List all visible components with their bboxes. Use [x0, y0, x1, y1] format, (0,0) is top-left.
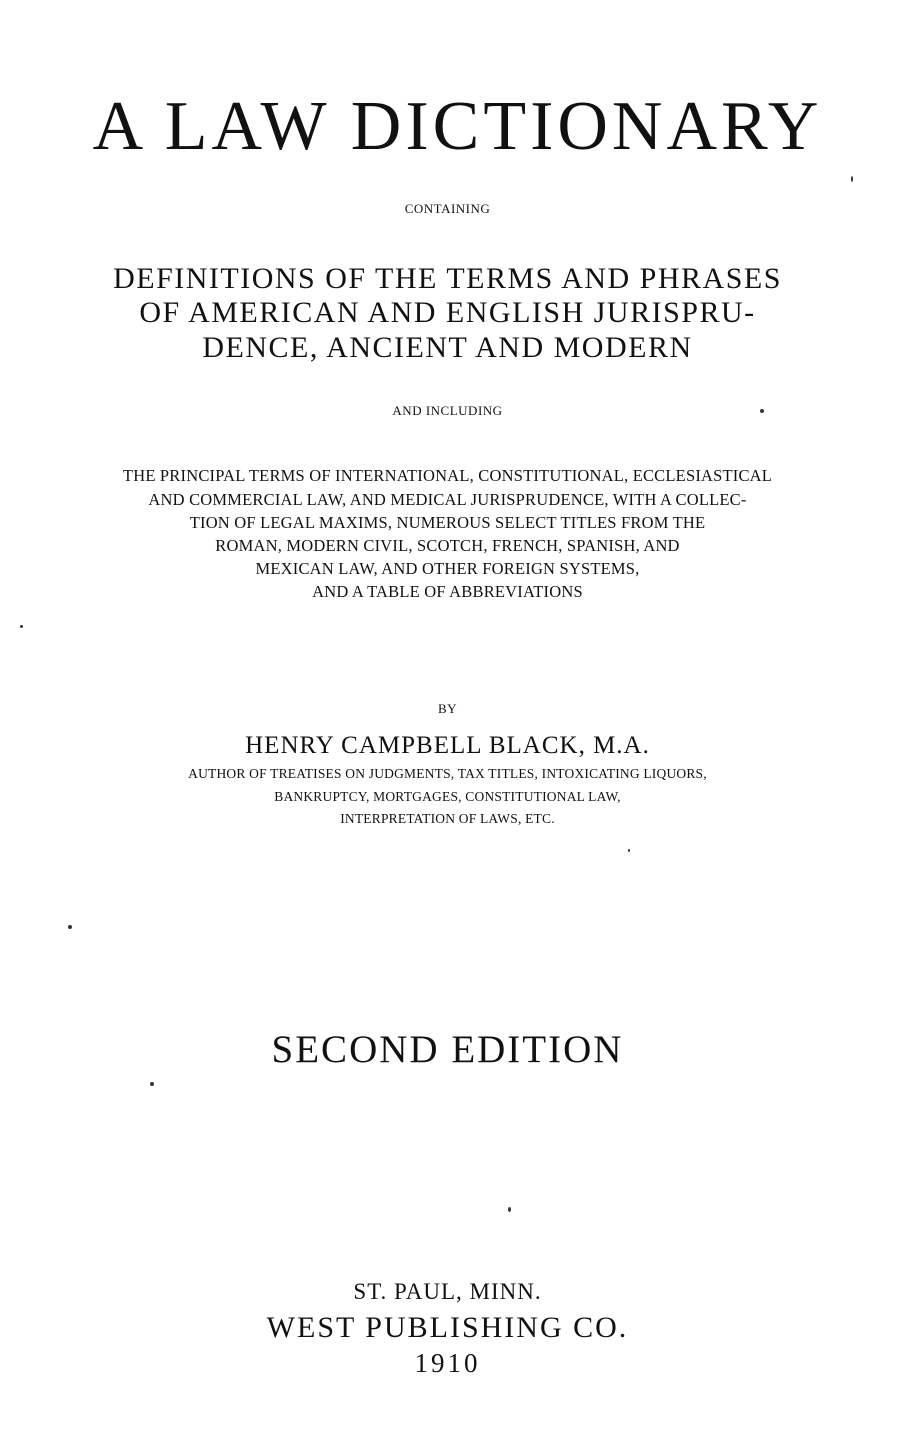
scan-speck — [150, 1082, 154, 1086]
including-line-1: THE PRINCIPAL TERMS OF INTERNATIONAL, CONSTITUTIONAL, ECCLESIASTICAL — [122, 466, 773, 485]
and-including-label: AND INCLUDING — [392, 403, 503, 418]
edition: SECOND EDITION — [271, 1028, 624, 1071]
by-label: BY — [437, 701, 458, 716]
publisher-name: WEST PUBLISHING CO. — [266, 1311, 629, 1344]
scan-speck — [760, 409, 764, 413]
definitions-line-1: DEFINITIONS OF THE TERMS AND PHRASES — [113, 262, 782, 295]
scan-speck — [20, 625, 23, 628]
including-line-6: AND A TABLE OF ABBREVIATIONS — [312, 582, 583, 601]
author-works-line-3: INTERPRETATION OF LAWS, ETC. — [340, 811, 555, 826]
book-title: A LAW DICTIONARY — [92, 88, 823, 165]
scan-speck — [851, 176, 853, 182]
author-name: HENRY CAMPBELL BLACK, M.A. — [245, 732, 650, 759]
author-works-line-1: AUTHOR OF TREATISES ON JUDGMENTS, TAX TITLES, INTOXICATING LIQUORS, — [188, 766, 707, 781]
definitions-line-2: OF AMERICAN AND ENGLISH JURISPRU- — [139, 296, 756, 329]
author-works-line-2: BANKRUPTCY, MORTGAGES, CONSTITUTIONAL LAW, — [274, 789, 621, 804]
publication-year: 1910 — [414, 1348, 481, 1378]
publication-city: ST. PAUL, MINN. — [353, 1279, 542, 1304]
definitions-line-3: DENCE, ANCIENT AND MODERN — [202, 331, 693, 364]
including-line-5: MEXICAN LAW, AND OTHER FOREIGN SYSTEMS, — [255, 559, 640, 578]
scan-speck — [628, 849, 630, 852]
containing-label: CONTAINING — [404, 201, 491, 216]
including-line-3: TION OF LEGAL MAXIMS, NUMEROUS SELECT TITLES FROM THE — [189, 513, 706, 532]
including-line-2: AND COMMERCIAL LAW, AND MEDICAL JURISPRUDENCE, WITH A COLLEC- — [148, 490, 747, 509]
scan-speck — [68, 925, 72, 929]
scan-speck — [508, 1207, 511, 1212]
including-line-4: ROMAN, MODERN CIVIL, SCOTCH, FRENCH, SPANISH, AND — [215, 536, 680, 555]
